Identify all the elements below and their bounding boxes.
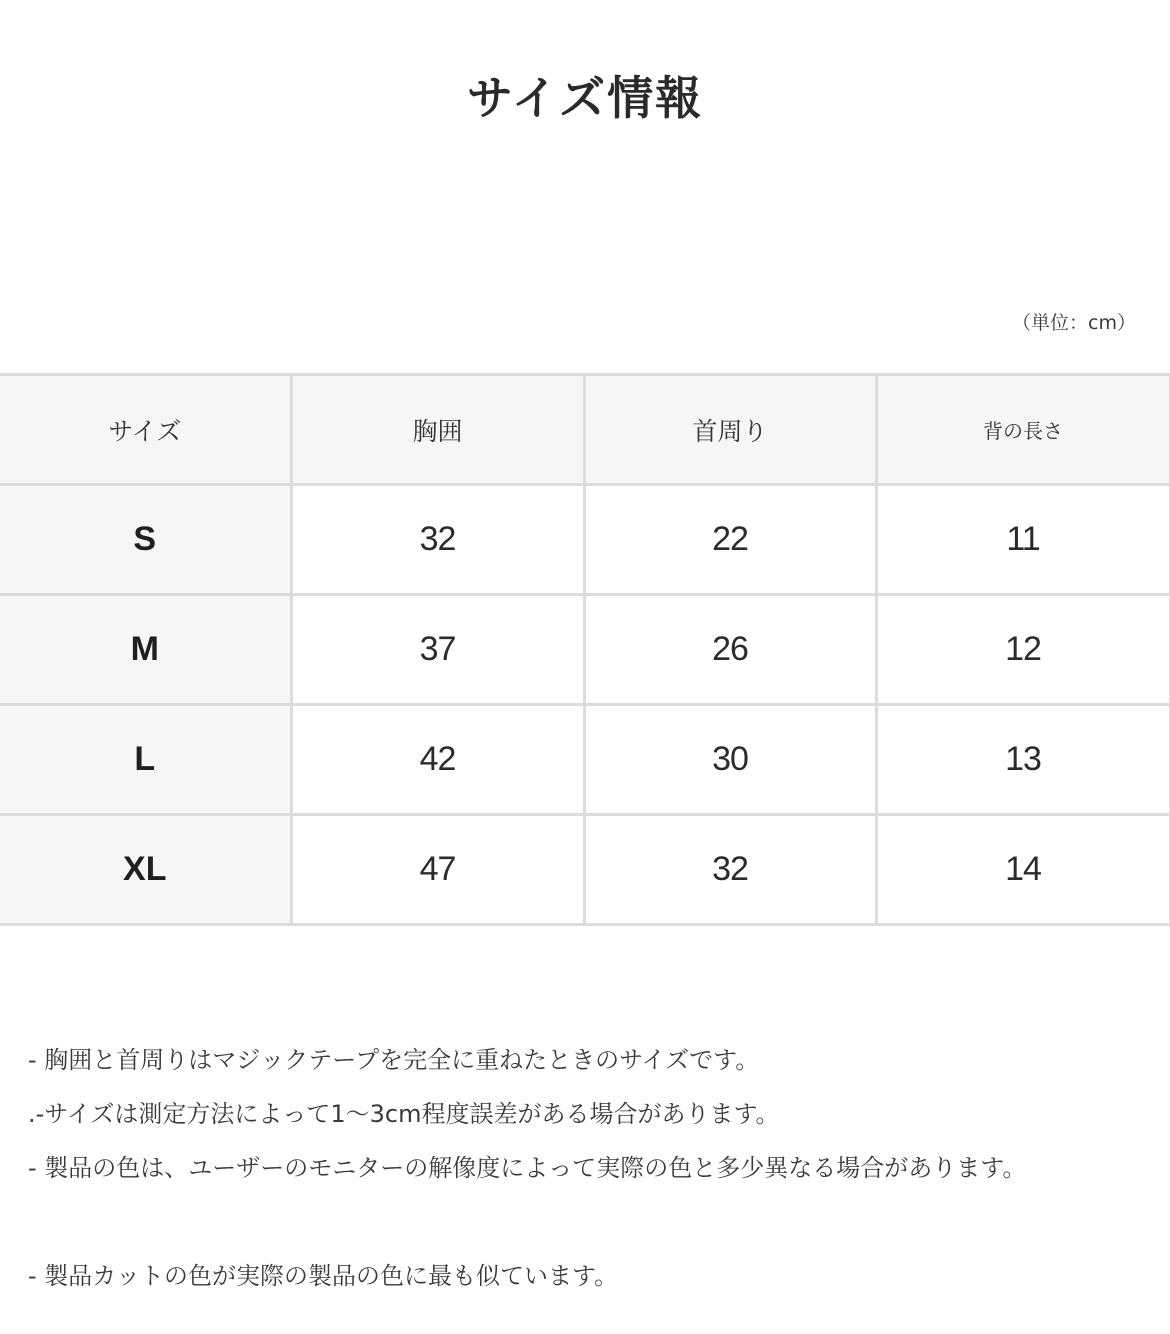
- page-title: サイズ情報: [466, 71, 704, 125]
- back-length-cell: 13: [876, 705, 1170, 815]
- neck-cell: 30: [584, 705, 876, 815]
- header-back-length: 背の長さ: [876, 375, 1170, 485]
- neck-cell: 32: [584, 815, 876, 925]
- size-table: [0, 373, 1170, 926]
- back-length-cell: 12: [876, 595, 1170, 705]
- size-cell: M: [0, 595, 291, 705]
- note-item: - 製品の色は、ユーザーのモニターの解像度によって実際の色と多少異なる場合があります。: [28, 1154, 1027, 1182]
- neck-cell: 22: [584, 485, 876, 595]
- table-row: [0, 705, 1170, 815]
- header-chest: 胸囲: [291, 375, 584, 485]
- table-row: [0, 595, 1170, 705]
- note-item: .-サイズは測定方法によって1～3cm程度誤差がある場合があります。: [28, 1100, 780, 1128]
- back-length-cell: 14: [876, 815, 1170, 925]
- chest-cell: 47: [291, 815, 584, 925]
- table-header-row: [0, 375, 1170, 485]
- size-cell: S: [0, 485, 291, 595]
- header-neck: 首周り: [584, 375, 876, 485]
- chest-cell: 42: [291, 705, 584, 815]
- table-row: [0, 485, 1170, 595]
- size-cell: L: [0, 705, 291, 815]
- neck-cell: 26: [584, 595, 876, 705]
- chest-cell: 37: [291, 595, 584, 705]
- unit-note: （単位：cm）: [1012, 312, 1136, 334]
- note-item: - 製品カットの色が実際の製品の色に最も似ています。: [28, 1262, 619, 1290]
- note-item: - 胸囲と首周りはマジックテープを完全に重ねたときのサイズです。: [28, 1046, 760, 1074]
- table-row: [0, 815, 1170, 925]
- size-cell: XL: [0, 815, 291, 925]
- chest-cell: 32: [291, 485, 584, 595]
- header-size: サイズ: [0, 375, 291, 485]
- back-length-cell: 11: [876, 485, 1170, 595]
